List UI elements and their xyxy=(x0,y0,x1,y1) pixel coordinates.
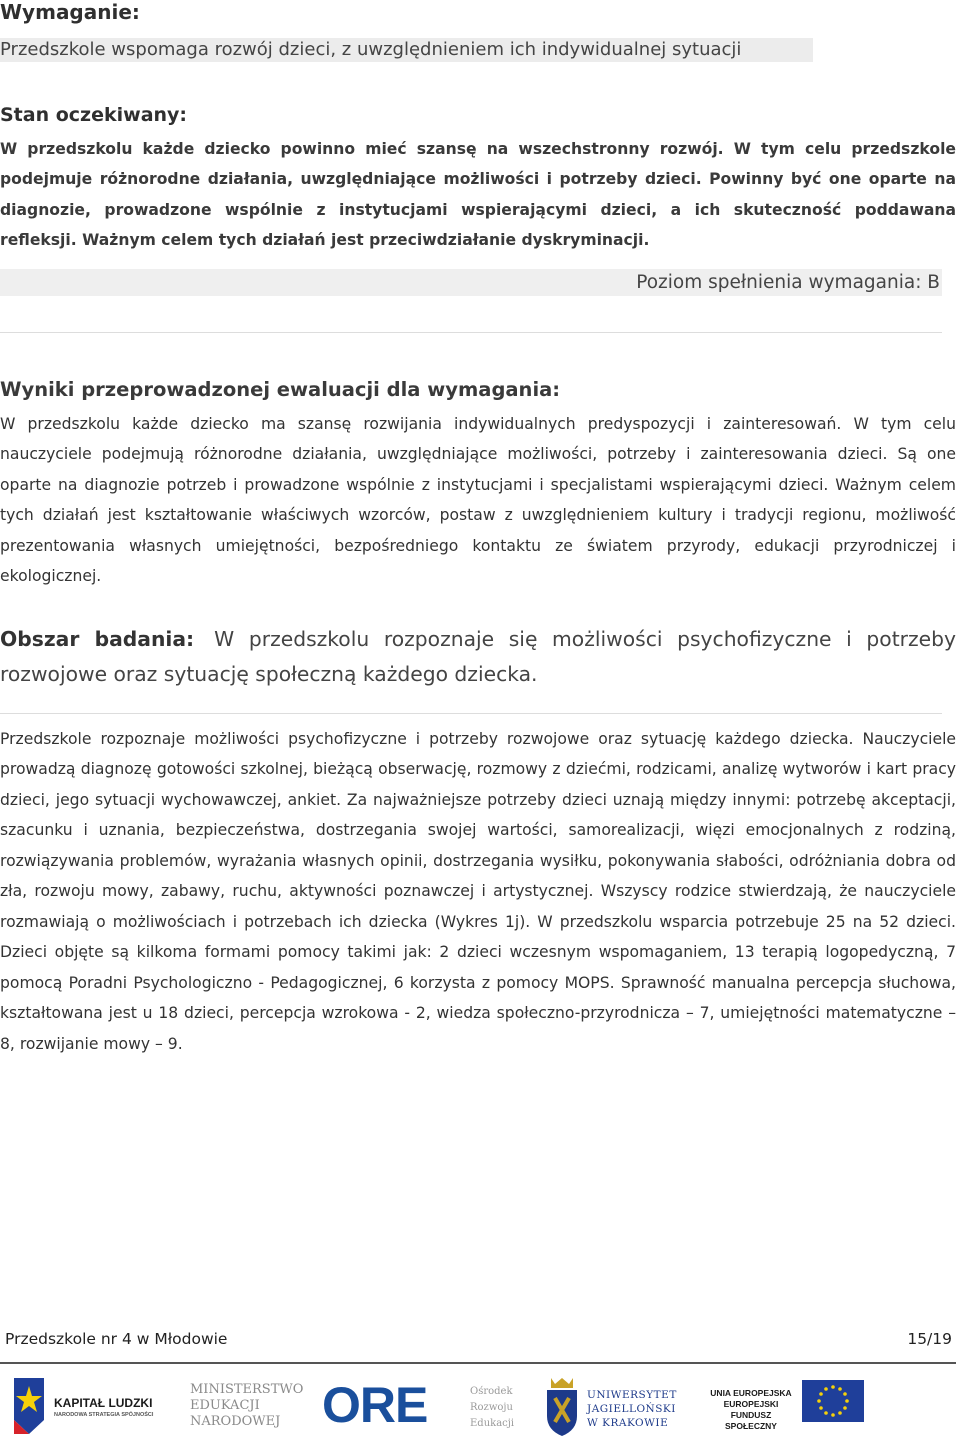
ore-line-1: Ośrodek xyxy=(470,1386,513,1397)
eu-flag-icon xyxy=(802,1380,864,1422)
uj-line-3: W KRAKOWIE xyxy=(587,1417,669,1429)
ore-line-3: Edukacji xyxy=(470,1418,515,1429)
ore-line-2: Rozwoju xyxy=(470,1402,513,1413)
men-line-1: MINISTERSTWO xyxy=(190,1382,304,1397)
men-logo xyxy=(190,1374,310,1440)
kapital-ludzki-logo xyxy=(10,1374,170,1440)
expected-state-heading: Stan oczekiwany: xyxy=(0,104,188,126)
uj-line-1: UNIWERSYTET xyxy=(587,1389,677,1401)
requirement-text: Przedszkole wspomaga rozwój dzieci, z uwzględnieniem ich indywidualnej sytuacji xyxy=(0,38,813,62)
footer-divider xyxy=(0,1362,956,1364)
area-label: Obszar badania: xyxy=(0,627,195,651)
uj-crest-icon xyxy=(545,1376,579,1438)
requirement-heading: Wymaganie: xyxy=(0,0,140,24)
men-line-2: EDUKACJI xyxy=(190,1398,260,1413)
eu-line-3: FUNDUSZ SPOŁECZNY xyxy=(725,1410,777,1431)
eu-line-2: EUROPEJSKI xyxy=(723,1399,779,1409)
uj-logo xyxy=(545,1374,685,1444)
results-heading: Wyniki przeprowadzonej ewaluacji dla wymagania: xyxy=(0,378,561,401)
uj-line-2: JAGIELLOŃSKI xyxy=(587,1403,676,1415)
area-of-study xyxy=(0,622,956,692)
ore-mark: ORE xyxy=(322,1377,428,1433)
kapital-ludzki-subtitle: NARODOWA STRATEGIA SPÓJNOŚCI xyxy=(54,1412,154,1418)
area-text: W przedszkolu rozpoznaje się możliwości psychofizyczne i potrzeby rozwojowe oraz sytuację społeczną każdego dziecka. xyxy=(0,627,956,686)
divider xyxy=(0,713,942,714)
level-label: Poziom spełnienia wymagania: B xyxy=(636,272,940,293)
page-number: 15/19 xyxy=(907,1330,952,1348)
footer-institution: Przedszkole nr 4 w Młodowie xyxy=(5,1330,228,1348)
results-text: W przedszkolu każde dziecko ma szansę rozwijania indywidualnych predyspozycji i zainteresowań. W tym celu nauczyciele podejmują różnorodne działania, uwzględniające możliwości, potrzeby i zainteresowania dzieci. Są one oparte na diagnozie potrzeb i prowadzone wspólnie z instytucjami i specjalistami wspierającymi dzieci. Ważnym celem tych działań jest kształtowanie właściwych wzorców, postaw z uwzględnieniem kultury i tradycji regionu, możliwość prezentowania własnych umiejętności, bezpośredniego kontaktu ze światem przyrody, edukacji przyrodniczej i ekologicznej. xyxy=(0,415,956,586)
kapital-ludzki-title: KAPITAŁ LUDZKI xyxy=(54,1396,153,1410)
expected-state-text: W przedszkolu każde dziecko powinno mieć szansę na wszechstronny rozwój. W tym celu przedszkole podejmuje różnorodne działania, uwzględniające możliwości i potrzeby dzieci. Powinny być one oparte na diagnozie, prowadzone wspólnie z instytucjami wspierającymi dzieci, a ich skuteczność poddawana refleksji. Ważnym celem tych działań jest przeciwdziałanie dyskryminacji. xyxy=(0,140,956,250)
body-paragraph: Przedszkole rozpoznaje możliwości psychofizyczne i potrzeby rozwojowe oraz sytuację każdego dziecka. Nauczyciele prowadzą diagnozę gotowości szkolnej, bieżącą obserwację, rozmowy z dziećmi, rodzicami, analizę wytworów i kart pracy dzieci, jego sytuacji wychowawczej, ankiet. Za najważniejsze potrzeby dzieci uznają między innymi: potrzebę akceptacji, szacunku i uznania, bezpieczeństwa, dostrzegania swojej wartości, samorealizacji, więzi emocjonalnych z rodziną, rozwiązywania problemów, wyrażania własnych opinii, dostrzegania wysiłku, pokonywania słabości, odróżniania dobra od zła, rozwoju mowy, zabawy, ruchu, aktywności poznawczej i artystycznej. Wszyscy rodzice stwierdzają, że nauczyciele rozmawiają o możliwościach i potrzebach ich dziecka (Wykres 1j). W przedszkolu wsparcia potrzebuje 25 na 52 dzieci. Dzieci objęte są kilkoma formami pomocy takimi jak: 2 dzieci wczesnym wspomaganiem, 13 terapią logopedyczną, 7 pomocą Poradni Psychologiczno - Pedagogicznej, 6 korzysta z pomocy MOPS. Sprawność manualna percepcja słuchowa, kształtowana jest u 18 dzieci, percepcja wzrokowa - 2, wiedza społeczno-przyrodnicza – 7, umiejętności matematyczne – 8, rozwijanie mowy – 9. xyxy=(0,730,956,1053)
men-line-3: NARODOWEJ xyxy=(190,1414,281,1429)
ore-logo xyxy=(322,1374,522,1440)
logos-strip xyxy=(0,1368,960,1448)
kapital-ludzki-icon xyxy=(10,1376,48,1436)
eu-line-1: UNIA EUROPEJSKA xyxy=(710,1388,792,1398)
divider xyxy=(0,332,942,333)
